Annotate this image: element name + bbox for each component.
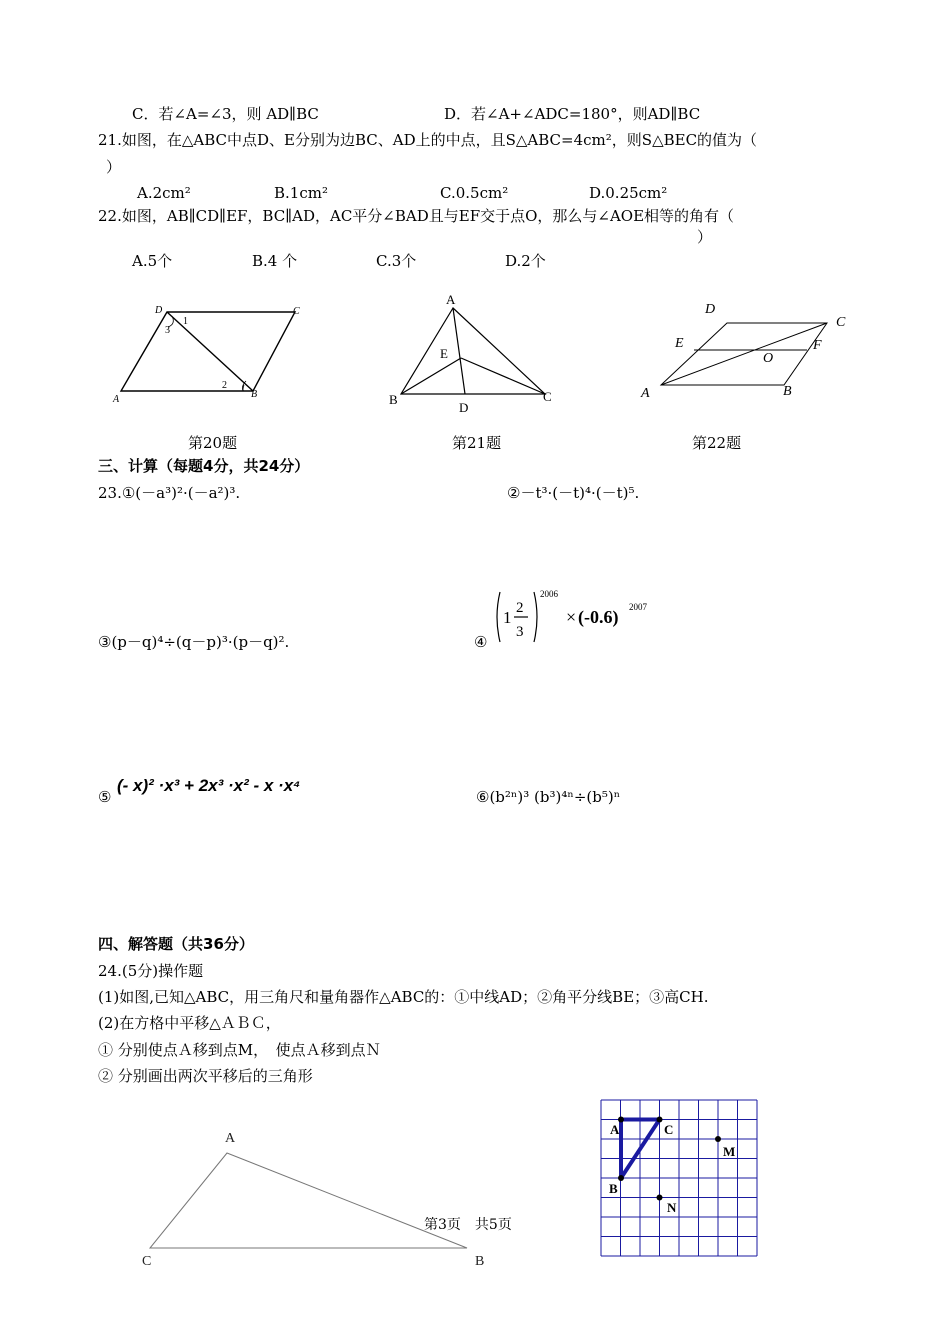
- fig20-label-a: A: [113, 394, 120, 405]
- fig22-label-a: A: [641, 386, 650, 401]
- fig21-caption: 第21题: [452, 434, 502, 452]
- q22-option-c: C.3个: [376, 252, 417, 270]
- q24-line3: ① 分别使点Ａ移到点M， 使点Ａ移到点Ｎ: [98, 1041, 381, 1059]
- q21-close: ）: [106, 158, 122, 176]
- fig22-label-e: E: [675, 336, 684, 351]
- q24-heading: 24.(5分)操作题: [98, 962, 204, 980]
- q24-label-a: A: [225, 1131, 236, 1146]
- fig20-angle-2: 2: [222, 380, 227, 391]
- q23-part6: ⑥(b²ⁿ)³ (b³)⁴ⁿ÷(b⁵)ⁿ: [476, 788, 621, 806]
- fig22-label-b: B: [783, 384, 792, 399]
- q22-option-d: D.2个: [505, 252, 546, 270]
- fig21-label-a: A: [446, 292, 456, 307]
- translation-grid: [601, 1100, 761, 1260]
- figure-20-parallelogram: [105, 300, 315, 410]
- fig20-label-d: D: [155, 305, 163, 316]
- page-footer: 第3页 共5页: [424, 1217, 512, 1233]
- grid-label-m: M: [723, 1144, 736, 1159]
- q23-part4-expression: [494, 588, 664, 648]
- q24-line1: (1)如图,已知△ABC，用三角尺和量角器作△ABC的：①中线AD；②角平分线BE；③高CH.: [98, 988, 709, 1006]
- q21-option-b: B.1cm²: [274, 184, 328, 202]
- fig20-label-b: B: [251, 389, 258, 400]
- q24-label-b: B: [475, 1254, 485, 1269]
- part4-whole: 1: [503, 608, 512, 627]
- q21-stem: 21.如图，在△ABC中点D、E分别为边BC、AD上的中点，且S△ABC=4cm²，则S△BEC的值为（: [98, 131, 758, 149]
- q22-close: ）: [697, 228, 713, 246]
- fig22-label-f: F: [813, 338, 822, 353]
- q21-option-d: D.0.25cm²: [589, 184, 668, 202]
- figure-21-triangle: [385, 290, 565, 420]
- part4-times: ×: [566, 607, 577, 627]
- q23-part4-number: ④: [474, 633, 488, 651]
- fig20-angle-1: 1: [183, 316, 188, 327]
- section4-title: 四、解答题（共36分）: [98, 935, 254, 953]
- grid-label-n: N: [667, 1200, 677, 1215]
- part4-exponent1: 2006: [540, 589, 558, 599]
- figure-22-parallelogram: [635, 295, 855, 405]
- q23-part5-number: ⑤: [98, 788, 112, 806]
- q21-option-c: C.0.5cm²: [440, 184, 509, 202]
- grid-label-a: A: [610, 1122, 620, 1137]
- q22-option-a: A.5个: [132, 252, 173, 270]
- fig20-caption: 第20题: [188, 434, 238, 452]
- part4-exponent2: 2007: [629, 602, 647, 612]
- fig22-label-d: D: [705, 302, 716, 317]
- q20-option-c: C．若∠A=∠3，则 AD∥BC: [132, 105, 319, 123]
- fig20-angle-3: 3: [165, 325, 170, 336]
- q23-part2: ②－t³·(－t)⁴·(－t)⁵.: [507, 484, 640, 502]
- q23-part1: 23.①(－a³)²·(－a²)³.: [98, 484, 241, 502]
- fig21-label-b: B: [389, 392, 398, 407]
- q24-line4: ② 分别画出两次平移后的三角形: [98, 1067, 313, 1085]
- q23-part5-expression: (- x)² ·x³ + 2x³ ·x² - x ·x⁴: [117, 776, 301, 795]
- grid-label-c: C: [664, 1122, 674, 1137]
- q24-line2: (2)在方格中平移△ＡＢＣ，: [98, 1014, 281, 1032]
- q24-label-c: C: [142, 1254, 152, 1269]
- section3-title: 三、计算（每题4分，共24分）: [98, 457, 310, 475]
- fig22-label-o: O: [763, 351, 774, 366]
- q22-stem: 22.如图，AB∥CD∥EF，BC∥AD，AC平分∠BAD且与EF交于点O，那么与∠AOE相等的角有（: [98, 207, 735, 225]
- q24-triangle: [135, 1125, 505, 1275]
- q20-option-d: D．若∠A+∠ADC=180°，则AD∥BC: [444, 105, 701, 123]
- fig21-label-e: E: [440, 346, 448, 361]
- fig22-label-c: C: [836, 315, 846, 330]
- part4-numerator: 2: [516, 600, 524, 616]
- part4-base2: (-0.6): [578, 607, 619, 627]
- grid-label-b: B: [609, 1181, 618, 1196]
- fig22-caption: 第22题: [692, 434, 742, 452]
- q23-part3: ③(p－q)⁴÷(q－p)³·(p－q)².: [98, 633, 290, 651]
- q22-option-b: B.4 个: [252, 252, 298, 270]
- fig21-label-c: C: [543, 389, 552, 404]
- part4-denominator: 3: [516, 624, 524, 640]
- fig21-label-d: D: [459, 400, 469, 415]
- fig20-label-c: C: [293, 306, 300, 317]
- q21-option-a: A.2cm²: [137, 184, 191, 202]
